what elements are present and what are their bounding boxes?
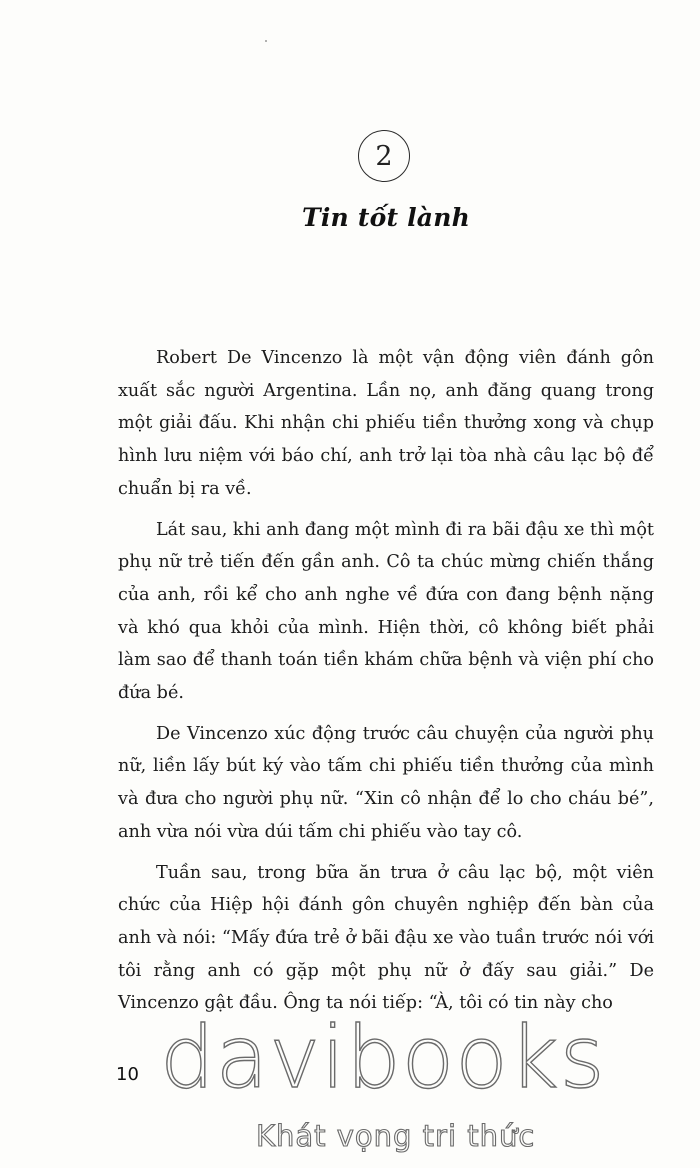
paper-speck bbox=[265, 40, 267, 42]
chapter-number: 2 bbox=[375, 140, 393, 172]
paragraph: De Vincenzo xúc động trước câu chuyện của người phụ nữ, liền lấy bút ký vào tấm chi phiếu tiền thưởng của mình và đưa cho người phụ nữ. “Xin cô nhận để lo cho cháu bé”, anh vừa nói vừa dúi tấm chi phiếu vào tay cô. bbox=[118, 723, 654, 842]
paragraph: Robert De Vincenzo là một vận động viên đánh gôn xuất sắc người Argentina. Lần nọ, anh đăng quang trong một giải đấu. Khi nhận chi phiếu tiền thưởng xong và chụp hình lưu niệm với báo chí, anh trở lại tòa nhà câu lạc bộ để chuẩn bị ra về. bbox=[118, 348, 654, 499]
chapter-number-badge bbox=[358, 130, 410, 182]
paragraph: Lát sau, khi anh đang một mình đi ra bãi đậu xe thì một phụ nữ trẻ tiến đến gần anh. Cô ta chúc mừng chiến thắng của anh, rồi kể cho anh nghe về đứa con đang bệnh nặng và khó qua khỏi của mình. Hiện thời, cô không biết phải làm sao để thanh toán tiền khám chữa bệnh và viện phí cho đứa bé. bbox=[118, 519, 654, 704]
chapter-title: Tin tốt lành bbox=[302, 203, 470, 232]
paragraph: Tuần sau, trong bữa ăn trưa ở câu lạc bộ, một viên chức của Hiệp hội đánh gôn chuyên nghiệp đến bàn của anh và nói: “Mấy đứa trẻ ở bãi đậu xe vào tuần trước nói với tôi rằng anh có gặp một phụ nữ ở đấy sau giải.” De Vincenzo gật đầu. Ông ta nói tiếp: “À, tôi có tin này cho bbox=[118, 862, 654, 1014]
watermark-brand: davibooks bbox=[160, 1008, 606, 1108]
watermark-tagline: Khát vọng tri thức bbox=[256, 1119, 536, 1153]
body-text bbox=[118, 342, 654, 1028]
page-number: 10 bbox=[116, 1064, 139, 1085]
